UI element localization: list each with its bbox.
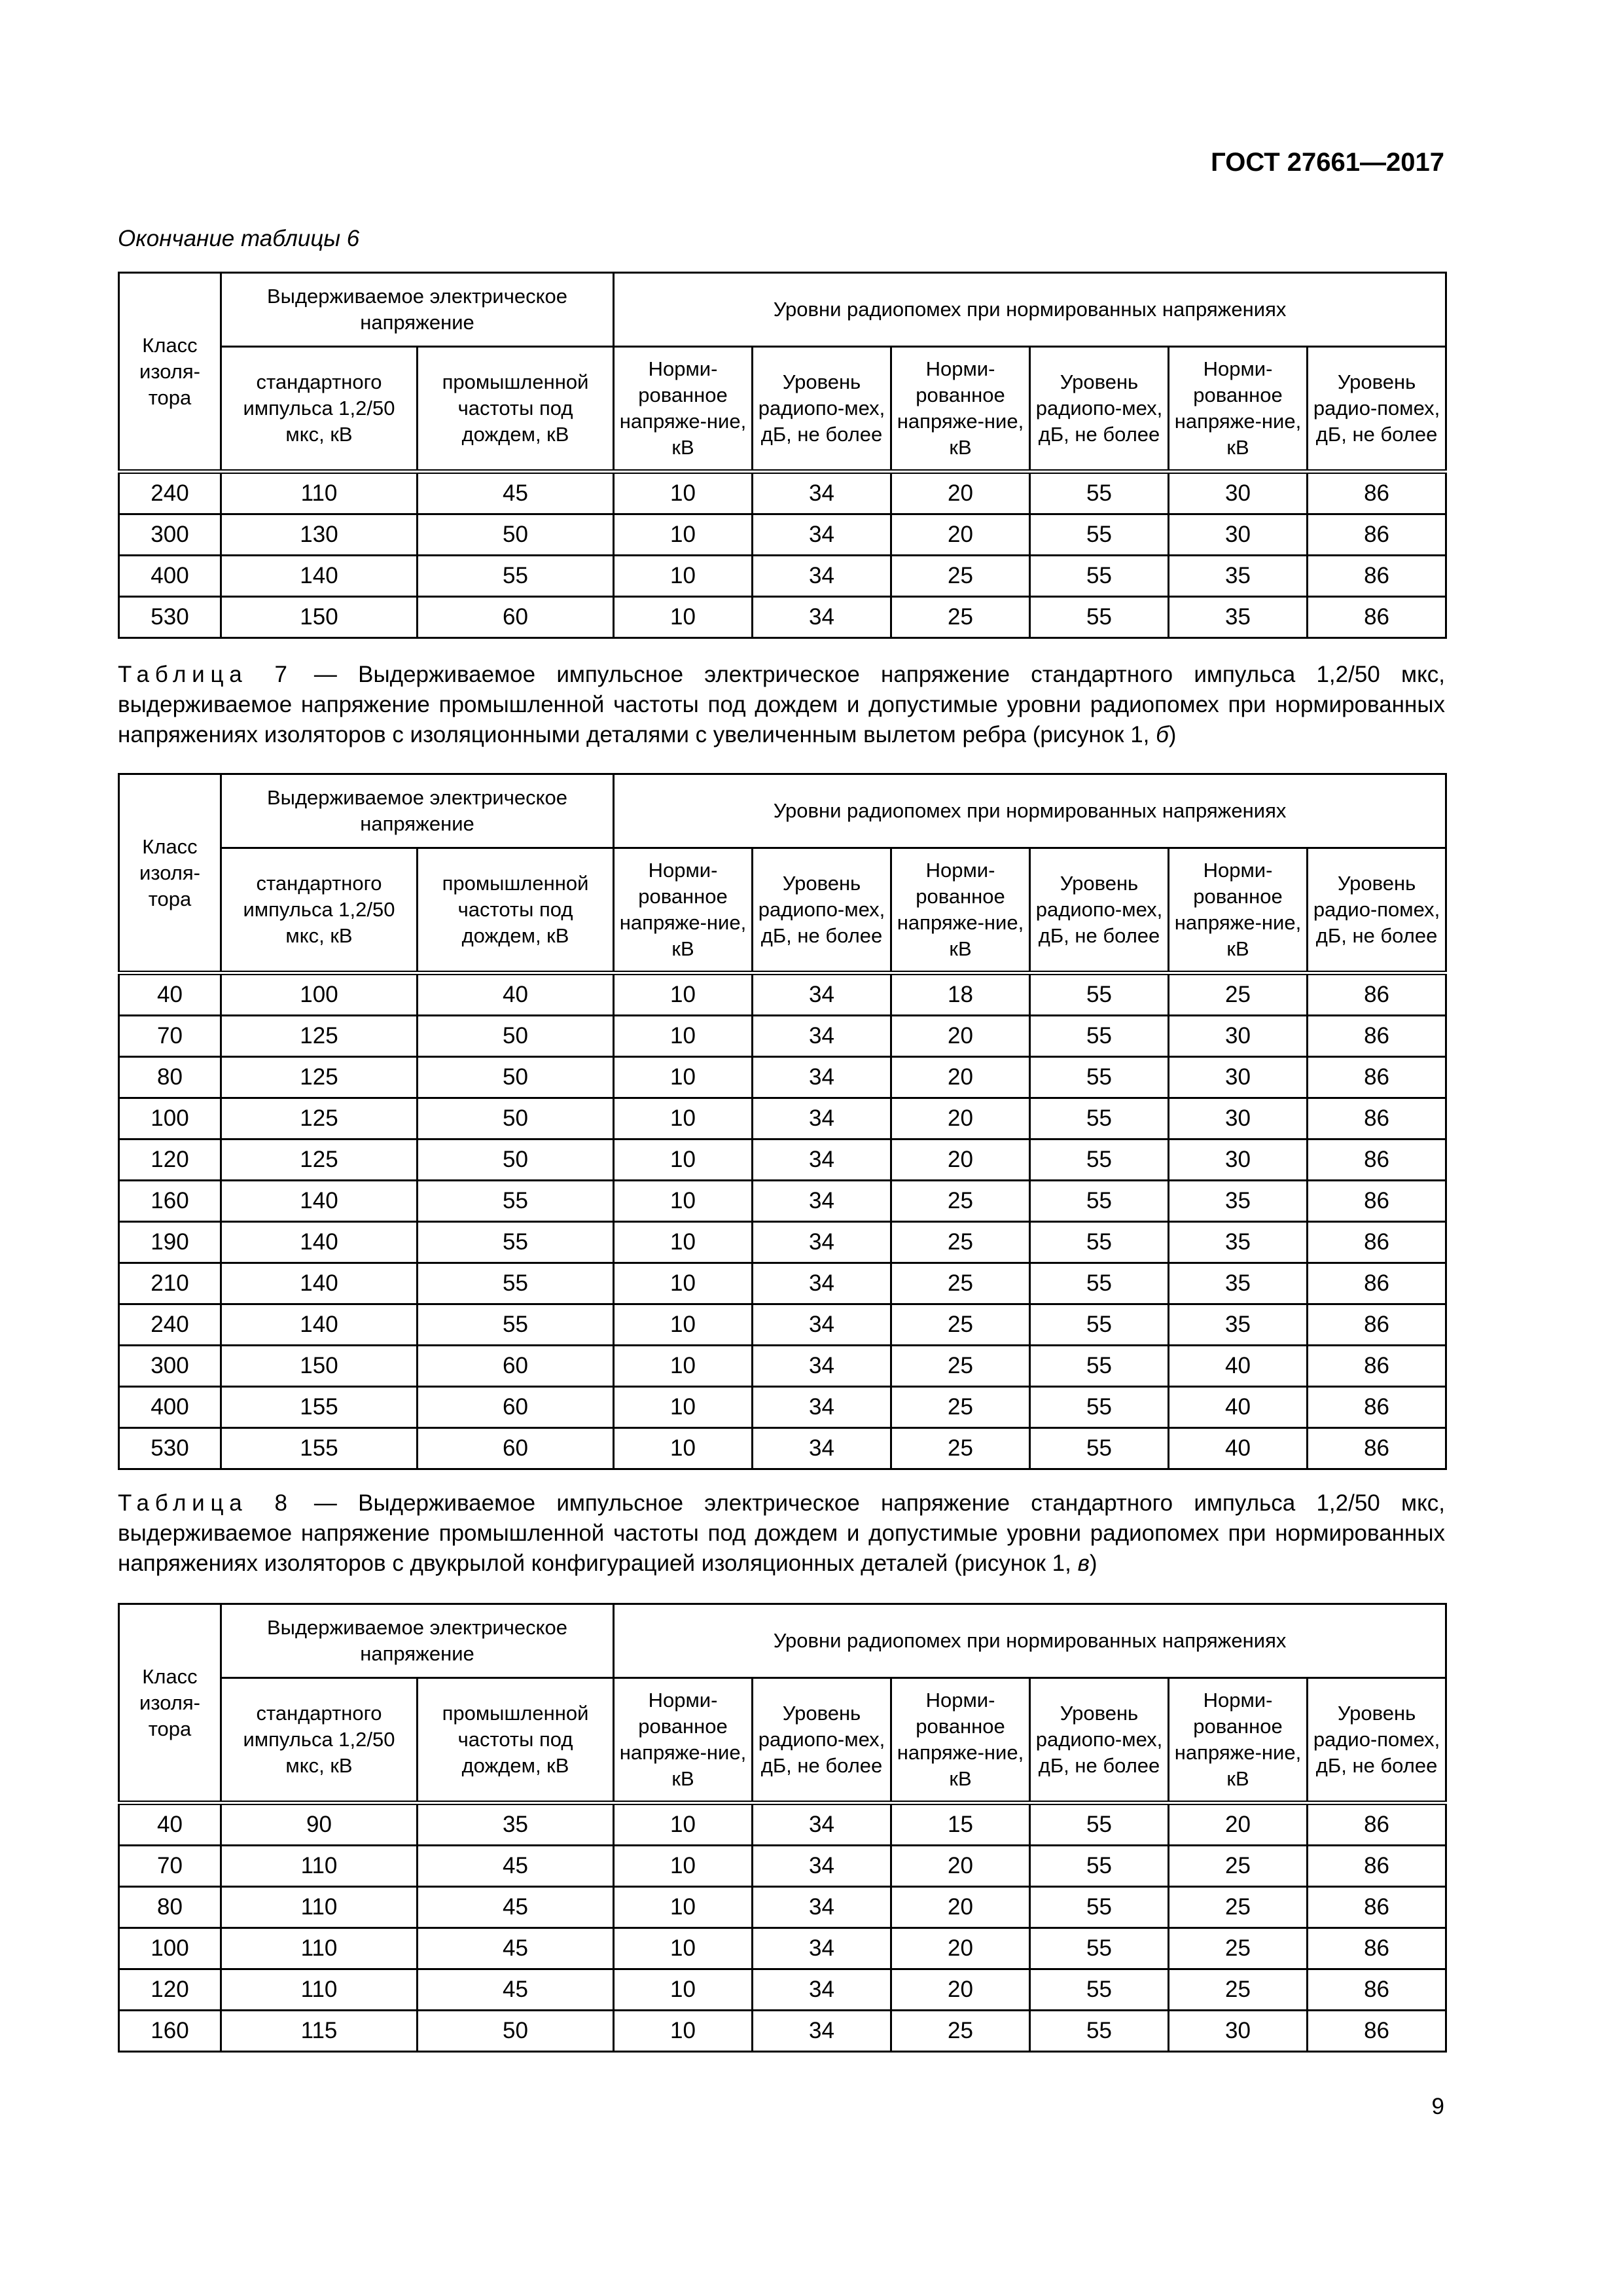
- table-cell: 20: [1169, 1803, 1308, 1846]
- table-cell: 86: [1308, 1846, 1446, 1887]
- table-cell: 25: [891, 597, 1030, 638]
- table-cell: 55: [1030, 1887, 1169, 1928]
- table-cell: 10: [614, 597, 753, 638]
- table-cell: 115: [221, 2011, 418, 2052]
- insulator-class-cell: 70: [119, 1016, 221, 1057]
- table-cell: 10: [614, 1304, 753, 1346]
- table-cell: 110: [221, 472, 418, 514]
- header-insulator-class: Класс изоля-тора: [119, 273, 221, 472]
- table-cell: 10: [614, 1263, 753, 1304]
- table-cell: 86: [1308, 1969, 1446, 2011]
- table-cell: 25: [1169, 1969, 1308, 2011]
- table-cell: 25: [891, 1304, 1030, 1346]
- table-cell: 35: [1169, 556, 1308, 597]
- table-row: [119, 1139, 1446, 1181]
- insulator-class-cell: 400: [119, 556, 221, 597]
- table-cell: 10: [614, 1139, 753, 1181]
- table-cell: 18: [891, 973, 1030, 1016]
- table-cell: 35: [1169, 1304, 1308, 1346]
- table-cell: 34: [753, 1181, 891, 1222]
- table-cell: 86: [1308, 1016, 1446, 1057]
- table-cell: 155: [221, 1428, 418, 1469]
- table-cell: 34: [753, 472, 891, 514]
- table-cell: 45: [418, 1969, 614, 2011]
- table-cell: 55: [1030, 1222, 1169, 1263]
- table-cell: 55: [1030, 1263, 1169, 1304]
- table-cell: 86: [1308, 1222, 1446, 1263]
- table-cell: 150: [221, 1346, 418, 1387]
- table-cell: 34: [753, 597, 891, 638]
- table-cell: 55: [1030, 1928, 1169, 1969]
- header-power-frequency: промышленной частоты под дождем, кВ: [418, 848, 614, 973]
- table-cell: 30: [1169, 1016, 1308, 1057]
- insulator-class-cell: 300: [119, 1346, 221, 1387]
- table-row: [119, 973, 1446, 1016]
- table-cell: 60: [418, 1346, 614, 1387]
- table-cell: 55: [418, 1222, 614, 1263]
- table-cell: 55: [1030, 1428, 1169, 1469]
- table-row: [119, 1969, 1446, 2011]
- table-cell: 86: [1308, 556, 1446, 597]
- table-cell: 110: [221, 1887, 418, 1928]
- header-normalized-voltage-1: Норми-рованное напряже-ние, кВ: [614, 347, 753, 472]
- table-cell: 45: [418, 1928, 614, 1969]
- table7-label: Таблица 7: [118, 662, 293, 687]
- table-cell: 55: [1030, 597, 1169, 638]
- insulator-class-cell: 120: [119, 1969, 221, 2011]
- table8: [118, 1603, 1447, 2053]
- table-cell: 55: [1030, 1846, 1169, 1887]
- header-radio-level-3: Уровень радио-помех, дБ, не более: [1308, 1678, 1446, 1803]
- table-cell: 140: [221, 556, 418, 597]
- table8-title: [118, 1488, 1445, 1579]
- table-cell: 30: [1169, 1139, 1308, 1181]
- table-row: [119, 472, 1446, 514]
- header-withstand-voltage: Выдерживаемое электрическое напряжение: [221, 1604, 614, 1678]
- table-cell: 45: [418, 472, 614, 514]
- table-cell: 86: [1308, 1803, 1446, 1846]
- header-normalized-voltage-3: Норми-рованное напряже-ние, кВ: [1169, 1678, 1308, 1803]
- header-insulator-class: Класс изоля-тора: [119, 1604, 221, 1803]
- table-cell: 60: [418, 1428, 614, 1469]
- table-cell: 10: [614, 1969, 753, 2011]
- table-cell: 34: [753, 556, 891, 597]
- table7-title-end: ): [1168, 722, 1177, 747]
- table-cell: 55: [418, 1263, 614, 1304]
- table-cell: 86: [1308, 1887, 1446, 1928]
- table-cell: 50: [418, 2011, 614, 2052]
- table-cell: 55: [1030, 1346, 1169, 1387]
- table-cell: 60: [418, 1387, 614, 1428]
- table-cell: 20: [891, 1057, 1030, 1098]
- table-cell: 10: [614, 1928, 753, 1969]
- table-cell: 140: [221, 1263, 418, 1304]
- table-cell: 10: [614, 973, 753, 1016]
- table-cell: 55: [1030, 1016, 1169, 1057]
- header-withstand-voltage: Выдерживаемое электрическое напряжение: [221, 774, 614, 848]
- insulator-class-cell: 40: [119, 1803, 221, 1846]
- table-cell: 20: [891, 1016, 1030, 1057]
- table-cell: 55: [1030, 2011, 1169, 2052]
- table-cell: 25: [891, 1346, 1030, 1387]
- header-radio-level-3: Уровень радио-помех, дБ, не более: [1308, 848, 1446, 973]
- table-cell: 30: [1169, 514, 1308, 556]
- table-cell: 45: [418, 1846, 614, 1887]
- table-cell: 25: [891, 1222, 1030, 1263]
- header-normalized-voltage-2: Норми-рованное напряже-ние, кВ: [891, 848, 1030, 973]
- table-cell: 55: [1030, 1181, 1169, 1222]
- header-normalized-voltage-3: Норми-рованное напряже-ние, кВ: [1169, 347, 1308, 472]
- table-cell: 110: [221, 1969, 418, 2011]
- table-cell: 20: [891, 514, 1030, 556]
- table-cell: 25: [891, 556, 1030, 597]
- table-cell: 40: [418, 973, 614, 1016]
- table-cell: 140: [221, 1222, 418, 1263]
- table-cell: 25: [891, 1181, 1030, 1222]
- table-cell: 10: [614, 472, 753, 514]
- header-normalized-voltage-2: Норми-рованное напряже-ние, кВ: [891, 347, 1030, 472]
- insulator-class-cell: 530: [119, 1428, 221, 1469]
- insulator-class-cell: 190: [119, 1222, 221, 1263]
- table-cell: 34: [753, 1057, 891, 1098]
- table-cell: 55: [1030, 1969, 1169, 2011]
- table-row: [119, 2011, 1446, 2052]
- table-cell: 35: [1169, 1222, 1308, 1263]
- table-cell: 20: [891, 1139, 1030, 1181]
- table-cell: 55: [418, 1181, 614, 1222]
- table-cell: 25: [1169, 973, 1308, 1016]
- table-row: [119, 1846, 1446, 1887]
- table-cell: 55: [1030, 1387, 1169, 1428]
- table-cell: 35: [1169, 1181, 1308, 1222]
- table-cell: 86: [1308, 973, 1446, 1016]
- table-cell: 40: [1169, 1428, 1308, 1469]
- table-cell: 30: [1169, 2011, 1308, 2052]
- table-cell: 110: [221, 1846, 418, 1887]
- table-cell: 10: [614, 1803, 753, 1846]
- table-cell: 25: [1169, 1928, 1308, 1969]
- header-radio-level-3: Уровень радио-помех, дБ, не более: [1308, 347, 1446, 472]
- table-cell: 34: [753, 1887, 891, 1928]
- header-radio-interference: Уровни радиопомех при нормированных напряжениях: [614, 774, 1446, 848]
- table-cell: 86: [1308, 472, 1446, 514]
- table-row: [119, 1098, 1446, 1139]
- header-insulator-class: Класс изоля-тора: [119, 774, 221, 973]
- table-cell: 150: [221, 597, 418, 638]
- table-row: [119, 1263, 1446, 1304]
- table-cell: 86: [1308, 514, 1446, 556]
- table6-continuation: [118, 272, 1447, 639]
- table-cell: 34: [753, 1803, 891, 1846]
- table-cell: 100: [221, 973, 418, 1016]
- table-cell: 50: [418, 1016, 614, 1057]
- table-cell: 30: [1169, 472, 1308, 514]
- table-body: [119, 472, 1446, 638]
- table-cell: 10: [614, 556, 753, 597]
- table-cell: 20: [891, 472, 1030, 514]
- table-cell: 20: [891, 1098, 1030, 1139]
- table-cell: 34: [753, 973, 891, 1016]
- table-cell: 10: [614, 1098, 753, 1139]
- table-cell: 25: [891, 1263, 1030, 1304]
- insulator-class-cell: 530: [119, 597, 221, 638]
- table-cell: 34: [753, 1304, 891, 1346]
- table-cell: 86: [1308, 1428, 1446, 1469]
- table-cell: 55: [1030, 472, 1169, 514]
- table-body: [119, 1803, 1446, 2052]
- header-radio-level-1: Уровень радиопо-мех, дБ, не более: [753, 1678, 891, 1803]
- table-cell: 86: [1308, 1098, 1446, 1139]
- table-cell: 55: [1030, 1803, 1169, 1846]
- table8-title-end: ): [1089, 1551, 1097, 1576]
- table-cell: 20: [891, 1887, 1030, 1928]
- table-cell: 25: [891, 1428, 1030, 1469]
- table-row: [119, 597, 1446, 638]
- insulator-class-cell: 400: [119, 1387, 221, 1428]
- table-cell: 55: [1030, 514, 1169, 556]
- table-cell: 34: [753, 1139, 891, 1181]
- table-cell: 55: [1030, 556, 1169, 597]
- table-cell: 86: [1308, 2011, 1446, 2052]
- table-cell: 86: [1308, 1304, 1446, 1346]
- insulator-class-cell: 240: [119, 1304, 221, 1346]
- header-withstand-voltage: Выдерживаемое электрическое напряжение: [221, 273, 614, 347]
- header-radio-level-2: Уровень радиопо-мех, дБ, не более: [1030, 347, 1169, 472]
- table-body: [119, 973, 1446, 1469]
- table-cell: 10: [614, 1016, 753, 1057]
- table-cell: 86: [1308, 1346, 1446, 1387]
- table-row: [119, 1928, 1446, 1969]
- insulator-class-cell: 80: [119, 1057, 221, 1098]
- table-cell: 25: [891, 2011, 1030, 2052]
- table6-continuation-caption: Окончание таблицы 6: [118, 226, 360, 251]
- table-row: [119, 556, 1446, 597]
- table-cell: 34: [753, 1016, 891, 1057]
- table-cell: 34: [753, 1346, 891, 1387]
- table-cell: 90: [221, 1803, 418, 1846]
- table-cell: 10: [614, 1346, 753, 1387]
- insulator-class-cell: 300: [119, 514, 221, 556]
- table-cell: 50: [418, 514, 614, 556]
- table-cell: 34: [753, 1846, 891, 1887]
- table-row: [119, 1181, 1446, 1222]
- table8-label: Таблица 8: [118, 1490, 293, 1516]
- table7-figure-letter: б: [1156, 722, 1169, 747]
- table-cell: 20: [891, 1928, 1030, 1969]
- table-cell: 60: [418, 597, 614, 638]
- table-cell: 45: [418, 1887, 614, 1928]
- table-cell: 34: [753, 1387, 891, 1428]
- table-cell: 35: [418, 1803, 614, 1846]
- header-standard-impulse: стандартного импульса 1,2/50 мкс, кВ: [221, 1678, 418, 1803]
- header-radio-level-2: Уровень радиопо-мех, дБ, не более: [1030, 1678, 1169, 1803]
- header-radio-interference: Уровни радиопомех при нормированных напряжениях: [614, 273, 1446, 347]
- table7-title: [118, 660, 1445, 750]
- page-number: 9: [1431, 2094, 1444, 2119]
- header-normalized-voltage-3: Норми-рованное напряже-ние, кВ: [1169, 848, 1308, 973]
- table-cell: 86: [1308, 1139, 1446, 1181]
- insulator-class-cell: 240: [119, 472, 221, 514]
- table-cell: 10: [614, 1846, 753, 1887]
- table-cell: 55: [418, 556, 614, 597]
- header-normalized-voltage-1: Норми-рованное напряже-ние, кВ: [614, 848, 753, 973]
- table-cell: 86: [1308, 1181, 1446, 1222]
- table-cell: 34: [753, 514, 891, 556]
- insulator-class-cell: 160: [119, 2011, 221, 2052]
- table-cell: 25: [1169, 1846, 1308, 1887]
- table-cell: 140: [221, 1181, 418, 1222]
- table-cell: 55: [1030, 1098, 1169, 1139]
- table-cell: 34: [753, 1928, 891, 1969]
- header-power-frequency: промышленной частоты под дождем, кВ: [418, 1678, 614, 1803]
- table-cell: 34: [753, 1428, 891, 1469]
- table-row: [119, 1346, 1446, 1387]
- table-cell: 34: [753, 1969, 891, 2011]
- table-cell: 86: [1308, 1057, 1446, 1098]
- table-row: [119, 1222, 1446, 1263]
- table-cell: 10: [614, 1181, 753, 1222]
- header-radio-level-1: Уровень радиопо-мех, дБ, не более: [753, 848, 891, 973]
- table-row: [119, 1387, 1446, 1428]
- insulator-class-cell: 160: [119, 1181, 221, 1222]
- table-cell: 140: [221, 1304, 418, 1346]
- table-row: [119, 1887, 1446, 1928]
- table-cell: 50: [418, 1098, 614, 1139]
- table-row: [119, 514, 1446, 556]
- header-power-frequency: промышленной частоты под дождем, кВ: [418, 347, 614, 472]
- table8-title-text: — Выдерживаемое импульсное электрическое напряжение стандартного импульса 1,2/50 мкс, выдерживаемое напряжение промышленной частоты под дождем и допустимые уровни радиопомех при нормированных напряжениях изоляторов с двукрылой конфигурацией изоляционных деталей (рисунок 1,: [118, 1490, 1446, 1576]
- table-cell: 125: [221, 1057, 418, 1098]
- table-cell: 40: [1169, 1346, 1308, 1387]
- table-cell: 10: [614, 1057, 753, 1098]
- table-cell: 30: [1169, 1098, 1308, 1139]
- insulator-class-cell: 100: [119, 1098, 221, 1139]
- table7-title-text: — Выдерживаемое импульсное электрическое напряжение стандартного импульса 1,2/50 мкс, выдерживаемое напряжение промышленной частоты под дождем и допустимые уровни радиопомех при нормированных напряжениях изоляторов с изоляционными деталями с увеличенным вылетом ребра (рисунок 1,: [118, 662, 1446, 747]
- header-radio-level-1: Уровень радиопо-мех, дБ, не более: [753, 347, 891, 472]
- table-cell: 10: [614, 1222, 753, 1263]
- table-cell: 34: [753, 1263, 891, 1304]
- table-cell: 34: [753, 1098, 891, 1139]
- table-cell: 110: [221, 1928, 418, 1969]
- table-cell: 55: [1030, 1139, 1169, 1181]
- table-cell: 10: [614, 1387, 753, 1428]
- table-cell: 125: [221, 1139, 418, 1181]
- table-cell: 86: [1308, 1263, 1446, 1304]
- header-radio-level-2: Уровень радиопо-мех, дБ, не более: [1030, 848, 1169, 973]
- insulator-class-cell: 40: [119, 973, 221, 1016]
- table-cell: 86: [1308, 1928, 1446, 1969]
- table-cell: 125: [221, 1098, 418, 1139]
- table-cell: 55: [1030, 1304, 1169, 1346]
- table-cell: 55: [1030, 973, 1169, 1016]
- table-cell: 125: [221, 1016, 418, 1057]
- table-cell: 34: [753, 1222, 891, 1263]
- table-cell: 40: [1169, 1387, 1308, 1428]
- header-radio-interference: Уровни радиопомех при нормированных напряжениях: [614, 1604, 1446, 1678]
- table-cell: 86: [1308, 1387, 1446, 1428]
- header-standard-impulse: стандартного импульса 1,2/50 мкс, кВ: [221, 347, 418, 472]
- table7: [118, 773, 1447, 1470]
- table-cell: 30: [1169, 1057, 1308, 1098]
- table-cell: 35: [1169, 1263, 1308, 1304]
- table-cell: 50: [418, 1139, 614, 1181]
- table-cell: 86: [1308, 597, 1446, 638]
- insulator-class-cell: 210: [119, 1263, 221, 1304]
- insulator-class-cell: 80: [119, 1887, 221, 1928]
- table-cell: 10: [614, 2011, 753, 2052]
- table-cell: 35: [1169, 597, 1308, 638]
- table-cell: 25: [1169, 1887, 1308, 1928]
- table-cell: 15: [891, 1803, 1030, 1846]
- header-normalized-voltage-1: Норми-рованное напряже-ние, кВ: [614, 1678, 753, 1803]
- table-cell: 10: [614, 514, 753, 556]
- table-row: [119, 1304, 1446, 1346]
- table-row: [119, 1057, 1446, 1098]
- table-row: [119, 1016, 1446, 1057]
- table-row: [119, 1428, 1446, 1469]
- table-cell: 155: [221, 1387, 418, 1428]
- table-row: [119, 1803, 1446, 1846]
- table-cell: 50: [418, 1057, 614, 1098]
- table-cell: 25: [891, 1387, 1030, 1428]
- insulator-class-cell: 70: [119, 1846, 221, 1887]
- table-cell: 20: [891, 1969, 1030, 2011]
- insulator-class-cell: 100: [119, 1928, 221, 1969]
- table8-figure-letter: в: [1077, 1551, 1090, 1576]
- table-cell: 10: [614, 1428, 753, 1469]
- table-cell: 20: [891, 1846, 1030, 1887]
- document-header: ГОСТ 27661—2017: [1211, 148, 1444, 177]
- table-cell: 130: [221, 514, 418, 556]
- header-standard-impulse: стандартного импульса 1,2/50 мкс, кВ: [221, 848, 418, 973]
- insulator-class-cell: 120: [119, 1139, 221, 1181]
- header-normalized-voltage-2: Норми-рованное напряже-ние, кВ: [891, 1678, 1030, 1803]
- table-cell: 10: [614, 1887, 753, 1928]
- table-cell: 55: [418, 1304, 614, 1346]
- table-cell: 34: [753, 2011, 891, 2052]
- table-cell: 55: [1030, 1057, 1169, 1098]
